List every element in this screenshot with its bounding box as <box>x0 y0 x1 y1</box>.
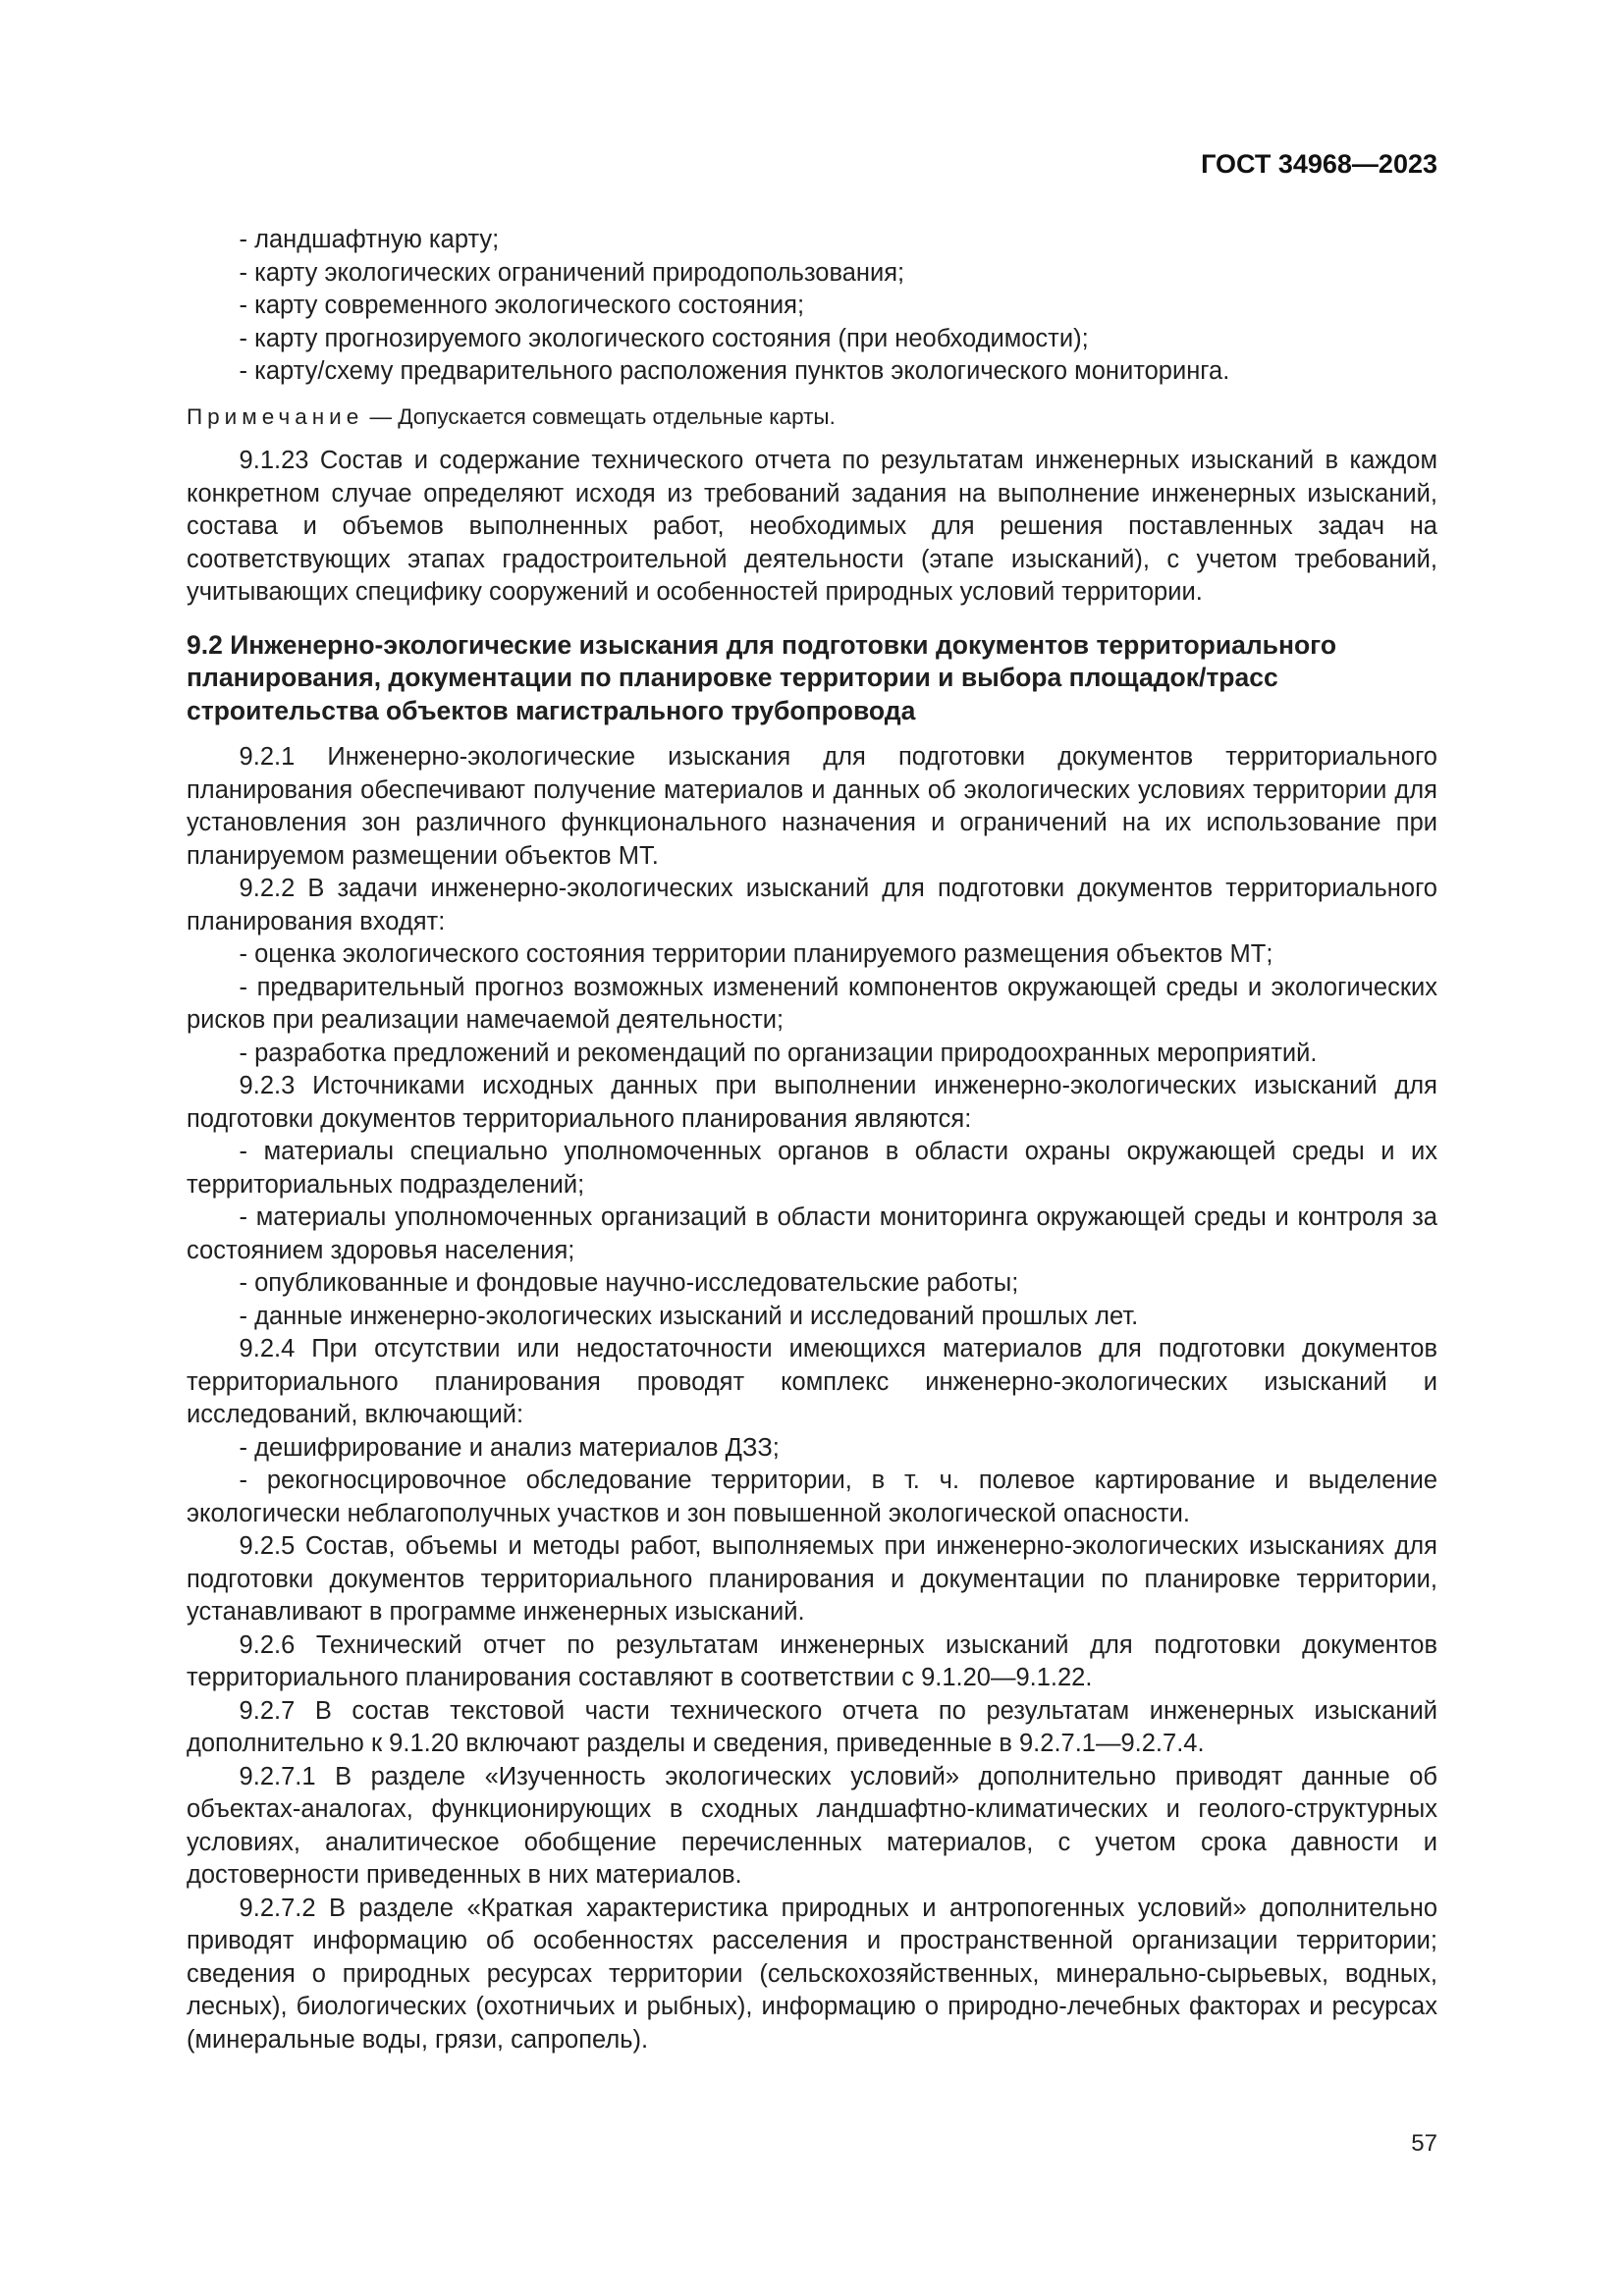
list-item: - оценка экологического состояния территории планируемого размещения объектов МТ; <box>239 940 1273 968</box>
list-item: - дешифрирование и анализ материалов ДЗЗ; <box>239 1433 780 1462</box>
list-item: - ландшафтную карту; <box>239 226 500 253</box>
paragraph-9-2-2: 9.2.2 В задачи инженерно-экологических изысканий для подготовки документов территориального планирования входят: <box>187 875 1437 935</box>
paragraph-9-2-1: 9.2.1 Инженерно-экологические изыскания для подготовки документов территориального планирования обеспечивают получение материалов и данных об экологических условиях территории для установления зон различного функционального назначения и ограничений на их использование при планируемом размещении объектов МТ. <box>187 743 1437 870</box>
list-item: - материалы уполномоченных организаций в области мониторинга окружающей среды и контроля за состоянием здоровья населения; <box>187 1203 1437 1264</box>
page-number: 57 <box>1411 2130 1437 2157</box>
list-item: - карту современного экологического состояния; <box>239 292 805 319</box>
list-item: - карту экологических ограничений природопользования; <box>239 258 905 287</box>
list-item: - карту прогнозируемого экологического состояния (при необходимости); <box>239 324 1089 352</box>
paragraph-9-2-5: 9.2.5 Состав, объемы и методы работ, выполняемых при инженерно-экологических изысканиях для подготовки документов территориального планирования и документации по планировке территории, устанавливают в программе инженерных изысканий. <box>187 1532 1437 1626</box>
list-item: - предварительный прогноз возможных изменений компонентов окружающей среды и экологических рисков при реализации намечаемой деятельности; <box>187 973 1437 1034</box>
note <box>187 400 1437 434</box>
list-item: - данные инженерно-экологических изысканий и исследований прошлых лет. <box>239 1302 1139 1330</box>
page-content <box>187 224 1437 2056</box>
paragraph-9-2-7-2: 9.2.7.2 В разделе «Краткая характеристика природных и антропогенных условий» дополнительно приводят информацию об особенностях расселения и пространственной организации территории; сведения о природных ресурсах территории (сельскохозяйственных, минерально-сырьевых, водных, лесных), биологических (охотничьих и рыбных), информацию о природно-лечебных факторах и ресурсах (минеральные воды, грязи, сапропель). <box>187 1894 1437 2054</box>
list-item: - карту/схему предварительного расположения пунктов экологического мониторинга. <box>239 357 1230 385</box>
list-item: - материалы специально уполномоченных органов в области охраны окружающей среды и их территориальных подразделений; <box>187 1138 1437 1199</box>
note-label: Примечание <box>187 403 364 429</box>
paragraph-9-2-7: 9.2.7 В состав текстовой части технического отчета по результатам инженерных изысканий дополнительно к 9.1.20 включают разделы и сведения, приведенные в 9.2.7.1—9.2.7.4. <box>187 1696 1437 1757</box>
paragraph-9-2-3: 9.2.3 Источниками исходных данных при выполнении инженерно-экологических изысканий для подготовки документов территориального планирования являются: <box>187 1072 1437 1133</box>
paragraph-9-2-4: 9.2.4 При отсутствии или недостаточности имеющихся материалов для подготовки документов территориального планирования проводят комплекс инженерно-экологических изысканий и исследований, включающий: <box>187 1335 1437 1428</box>
list-item: - опубликованные и фондовые научно-исследовательские работы; <box>239 1269 1019 1297</box>
section-heading-9-2: 9.2 Инженерно-экологические изыскания для подготовки документов территориального планирования, документации по планировке территории и выбора площадок/трасс строительства объектов магистрального трубопровода <box>187 629 1337 725</box>
note-text: — Допускается совмещать отдельные карты. <box>363 403 836 429</box>
list-item: - рекогносцировочное обследование территории, в т. ч. полевое картирование и выделение экологически неблагополучных участков и зон повышенной экологической опасности. <box>187 1467 1437 1527</box>
paragraph-9-2-6: 9.2.6 Технический отчет по результатам инженерных изысканий для подготовки документов территориального планирования составляют в соответствии с 9.1.20—9.1.22. <box>187 1630 1437 1691</box>
paragraph-9-2-7-1: 9.2.7.1 В разделе «Изученность экологических условий» дополнительно приводят данные об объектах-аналогах, функционирующих в сходных ландшафтно-климатических и геолого-структурных условиях, аналитическое обобщение перечисленных материалов, с учетом срока давности и достоверности приведенных в них материалов. <box>187 1762 1437 1889</box>
document-number-header: ГОСТ 34968—2023 <box>1201 149 1437 179</box>
paragraph-9-1-23: 9.1.23 Состав и содержание технического отчета по результатам инженерных изысканий в каждом конкретном случае определяют исходя из требований задания на выполнение инженерных изысканий, состава и объемов выполненных работ, необходимых для решения поставленных задач на соответствующих этапах градостроительной деятельности (этапе изысканий), с учетом требований, учитывающих специфику сооружений и особенностей природных условий территории. <box>187 447 1437 606</box>
list-item: - разработка предложений и рекомендаций по организации природоохранных мероприятий. <box>239 1039 1318 1067</box>
